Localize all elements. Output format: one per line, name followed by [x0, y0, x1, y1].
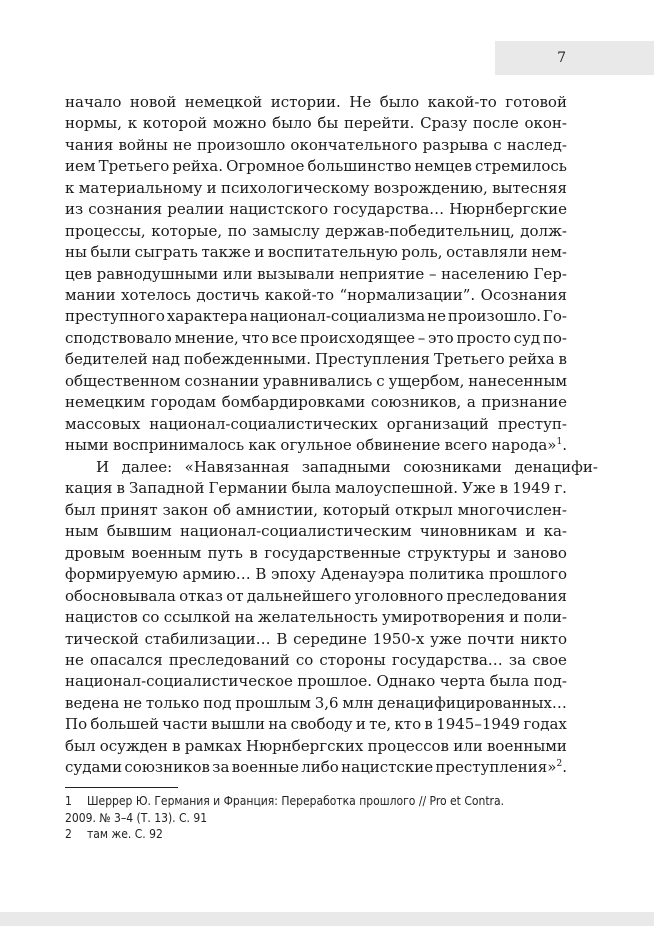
word: роль,	[401, 243, 443, 262]
word: замыслу	[252, 221, 320, 240]
word: и	[509, 608, 520, 627]
text-line	[65, 500, 567, 521]
text-line	[65, 199, 567, 220]
word: с	[376, 371, 385, 390]
word: обосновывала	[65, 586, 176, 605]
word: преследований	[168, 650, 290, 669]
word: преступ-	[497, 414, 567, 433]
word: уравнивались	[263, 371, 373, 390]
word: цев	[65, 264, 92, 283]
word: стремилось	[474, 157, 567, 176]
word: ведена	[65, 693, 120, 712]
word: за	[212, 758, 230, 777]
word: характера	[166, 307, 248, 326]
footnotes	[65, 793, 585, 843]
text-line	[65, 92, 567, 113]
word: была	[291, 479, 331, 498]
word: от	[226, 586, 244, 605]
word: армию…	[182, 565, 251, 584]
word: и	[355, 715, 366, 734]
word: перейти.	[344, 114, 415, 133]
word: ссылкой	[163, 608, 231, 627]
word: Нюрнбергских	[246, 736, 364, 755]
word: желательность	[257, 608, 378, 627]
word: которые,	[151, 221, 223, 240]
word: структуры	[407, 543, 491, 562]
footnote-text-line: 2009. № 3–4 (Т. 13). С. 91	[65, 810, 208, 825]
text-line	[65, 414, 567, 435]
word: долж-	[520, 221, 567, 240]
word: млн	[342, 693, 374, 712]
text-line	[65, 757, 567, 778]
word: в	[558, 350, 567, 369]
word: равнодушными	[96, 264, 219, 283]
text-line	[65, 371, 567, 392]
word: готовой	[505, 93, 567, 111]
word: или	[453, 736, 483, 755]
text-line	[65, 285, 567, 306]
word: немецким	[65, 393, 146, 412]
word: тической	[65, 629, 139, 648]
word: “нормализации”.	[339, 285, 476, 304]
word: 3,6	[314, 693, 339, 712]
text-line	[65, 113, 567, 134]
word: В	[255, 565, 267, 584]
word: большей	[90, 715, 159, 734]
word: был	[65, 500, 96, 519]
word: По	[65, 715, 88, 734]
word: политика	[409, 565, 485, 584]
word: судами	[65, 758, 123, 777]
word: сознании	[184, 371, 260, 390]
word: мнение,	[174, 328, 239, 347]
word: кация	[65, 479, 113, 498]
word: путь	[207, 543, 243, 562]
text-line	[65, 478, 567, 499]
word: поли-	[523, 608, 567, 627]
word: вызывали	[257, 264, 335, 283]
word: материальному	[78, 178, 203, 197]
word: были	[90, 243, 132, 262]
word: не	[172, 135, 192, 154]
word: окон-	[524, 114, 567, 133]
word: опасался	[89, 650, 163, 669]
word: государства…	[333, 200, 445, 219]
word: прошлое.	[297, 672, 373, 691]
word: военными	[486, 736, 567, 755]
word: признание	[481, 393, 567, 412]
word: почти	[467, 629, 515, 648]
text-line	[65, 242, 567, 263]
word: рейха.	[172, 157, 224, 176]
word: всего	[444, 436, 488, 454]
word: наслед-	[506, 135, 567, 154]
word: войны	[118, 135, 168, 154]
word: прошлым	[235, 693, 311, 712]
word: бомбардировками	[221, 393, 366, 412]
word: был	[65, 736, 96, 755]
word: нанесенным	[468, 371, 567, 390]
word: не	[427, 307, 447, 326]
word: вытесняя	[492, 178, 567, 197]
word: вышли	[211, 715, 266, 734]
word: И	[96, 458, 110, 476]
footnote-ref: 1	[556, 437, 563, 447]
word: которой	[142, 114, 208, 133]
word: Уже	[462, 479, 496, 498]
word: воспитательную	[267, 243, 398, 262]
word: ны	[65, 243, 87, 262]
word: дальнейшего	[246, 586, 352, 605]
body-paragraph-2	[65, 457, 598, 779]
word: к	[65, 178, 75, 197]
word: не	[65, 650, 84, 669]
word: В	[276, 629, 288, 648]
footnote-number: 1	[65, 794, 72, 808]
word: –	[417, 328, 426, 347]
word: произошло.	[447, 307, 542, 326]
word: с	[493, 135, 502, 154]
word: Однако	[376, 672, 436, 691]
word: к	[127, 114, 138, 133]
word: далее:	[121, 458, 173, 476]
word: можно	[212, 114, 267, 133]
word: огульное	[280, 436, 352, 454]
word: воспринималось	[112, 436, 245, 454]
word: или	[222, 264, 253, 283]
word: было	[379, 93, 420, 111]
word: либо	[301, 758, 339, 777]
word: на	[234, 608, 254, 627]
word: западными	[301, 458, 391, 476]
word: свое	[532, 650, 567, 669]
word: рамках	[184, 736, 242, 755]
word: кто	[394, 715, 422, 734]
word: что	[241, 328, 269, 347]
word: военным	[131, 543, 202, 562]
word: истории.	[270, 93, 341, 111]
word: Го-	[542, 307, 567, 326]
word: середине	[293, 629, 367, 648]
word: преследования	[446, 586, 567, 605]
word: какой-то	[427, 93, 497, 111]
text-line	[65, 564, 567, 585]
text-line	[65, 586, 567, 607]
footnote-1	[65, 793, 585, 826]
word: оставляли	[446, 243, 528, 262]
word: государства…	[391, 650, 503, 669]
word: нормы,	[65, 114, 123, 133]
word: –	[428, 264, 437, 283]
text-line	[65, 135, 567, 156]
word: разрыва	[422, 135, 489, 154]
text-line	[65, 543, 567, 564]
word: достичь	[196, 285, 260, 304]
word: только	[145, 693, 200, 712]
word: свободу	[290, 715, 353, 734]
word: сыграть	[134, 243, 198, 262]
word: бедителей	[65, 350, 148, 369]
word: за	[508, 650, 527, 669]
word: под	[203, 693, 232, 712]
word: начало	[65, 93, 122, 111]
word: со	[295, 650, 314, 669]
word: государственные	[264, 543, 401, 562]
word: это	[427, 328, 454, 347]
word: бывшим	[106, 522, 172, 541]
word: было	[272, 114, 312, 133]
word: отказ	[179, 586, 223, 605]
word: ущербом,	[388, 371, 465, 390]
word: уголовного	[354, 586, 444, 605]
word: чания	[65, 135, 114, 154]
word: массовых	[65, 414, 141, 433]
word: обвинение	[356, 436, 441, 454]
word: и	[496, 543, 507, 562]
word: дровым	[65, 543, 125, 562]
text-line	[65, 306, 567, 327]
word: населению	[441, 264, 529, 283]
text-line	[65, 156, 567, 177]
word: по-	[542, 328, 567, 347]
word: со	[142, 608, 160, 627]
footnote-ref: 2	[556, 759, 563, 770]
word: рейха	[508, 350, 555, 369]
word: закон	[162, 500, 209, 519]
text-line	[65, 714, 567, 735]
word: в	[424, 715, 433, 734]
word: в	[172, 736, 181, 755]
bottom-band	[0, 912, 654, 926]
text-line	[65, 457, 598, 478]
word: организаций	[386, 414, 489, 433]
word: Западной	[128, 479, 205, 498]
word: нацистские	[341, 758, 434, 777]
word: черта	[439, 672, 486, 691]
word: многочислен-	[457, 500, 567, 519]
footnote-text-line: Шеррер Ю. Германия и Франция: Переработка прошлого // Pro et Contra.	[87, 794, 505, 808]
word: денацифицированных…	[377, 693, 567, 712]
word: ием	[65, 157, 96, 176]
word: какой-то	[264, 285, 335, 304]
word: чиновникам	[419, 522, 518, 541]
word: происходящее	[300, 328, 415, 347]
word: просто	[456, 328, 511, 347]
word: прошлого	[488, 565, 567, 584]
word: новой	[129, 93, 177, 111]
word: малоуспешной.	[335, 479, 459, 498]
word: немецкой	[184, 93, 263, 111]
word: и	[525, 522, 536, 541]
word: общественном	[65, 371, 181, 390]
word: 1945–1949	[436, 715, 521, 734]
word: нацистского	[229, 200, 329, 219]
word: в	[116, 479, 125, 498]
word: по	[227, 221, 247, 240]
word: большинство	[307, 157, 412, 176]
word: Нюрнбергские	[449, 200, 567, 219]
footnote-text-line: там же. С. 92	[87, 827, 163, 841]
word: процессов	[367, 736, 449, 755]
word: военные	[231, 758, 299, 777]
word: над	[151, 350, 180, 369]
word: формируемую	[65, 565, 178, 584]
word: амнистии,	[235, 500, 318, 519]
text-line	[65, 629, 567, 650]
end-punct: .	[562, 758, 567, 777]
footnote-separator	[65, 787, 178, 788]
word: Сразу	[420, 114, 468, 133]
word: бы	[317, 114, 339, 133]
word: процессы,	[65, 221, 146, 240]
text-line	[65, 607, 567, 628]
word: Преступления	[315, 350, 430, 369]
word: немцев	[414, 157, 472, 176]
word: суд	[513, 328, 541, 347]
text-line	[65, 328, 567, 349]
word: принят	[100, 500, 158, 519]
word: г.	[554, 479, 567, 498]
word: Не	[349, 93, 372, 111]
word: стабилизации…	[144, 629, 271, 648]
word: психологическому	[220, 178, 370, 197]
text-line	[65, 264, 567, 285]
word: после	[472, 114, 519, 133]
word: преступного	[65, 307, 165, 326]
word: хотелось	[121, 285, 191, 304]
word: нем-	[531, 243, 567, 262]
word: Осознания	[480, 285, 567, 304]
word: в	[499, 479, 509, 498]
word: никто	[520, 629, 567, 648]
word: нацистов	[65, 608, 138, 627]
text-line	[65, 671, 567, 692]
word: эпоху	[271, 565, 316, 584]
word: сознания	[88, 200, 163, 219]
word: уже	[430, 629, 462, 648]
word: Аденауэра	[320, 565, 405, 584]
word: сподствовало	[65, 328, 172, 347]
word: Огромное	[226, 157, 305, 176]
end-punct: .	[562, 436, 567, 454]
word: окончательного	[290, 135, 418, 154]
text-line	[65, 178, 567, 199]
word: умиротворения	[382, 608, 505, 627]
word: была	[489, 672, 530, 691]
word: союзников,	[370, 393, 462, 412]
word: ным	[65, 522, 99, 541]
word: как	[248, 436, 277, 454]
word: 1949	[512, 479, 551, 498]
word: который	[322, 500, 391, 519]
word: под-	[533, 672, 567, 691]
word: годах	[523, 715, 567, 734]
text-line	[65, 693, 567, 714]
text-line	[65, 435, 567, 456]
word: союзниками	[403, 458, 502, 476]
text-line	[65, 392, 567, 413]
page-number: 7	[557, 50, 566, 66]
word: возрождению,	[373, 178, 488, 197]
word: заново	[513, 543, 567, 562]
text-line	[65, 736, 567, 757]
word: на	[268, 715, 288, 734]
word: Гер-	[533, 264, 567, 283]
word: не	[123, 693, 143, 712]
word: Германии	[208, 479, 288, 498]
word: национал-социалистическое	[65, 672, 293, 691]
word: городам	[150, 393, 217, 412]
word: побежденными.	[183, 350, 312, 369]
word: произошло	[196, 135, 286, 154]
word: союзников	[124, 758, 210, 777]
word: те,	[369, 715, 392, 734]
word: и	[206, 178, 217, 197]
body-paragraph-1	[65, 92, 567, 456]
word: Третьего	[433, 350, 505, 369]
word: реалии	[167, 200, 225, 219]
word: «Навязанная	[184, 458, 290, 476]
word: национал-социалистическим	[180, 522, 412, 541]
word: мании	[65, 285, 116, 304]
word: национал-социалистических	[149, 414, 378, 433]
page-number-tab	[495, 41, 654, 75]
word: стороны	[319, 650, 386, 669]
word: неприятие	[339, 264, 425, 283]
word: из	[65, 200, 84, 219]
word: осужден	[99, 736, 168, 755]
word: а	[466, 393, 476, 412]
footnote-2	[65, 826, 585, 843]
footnote-number: 2	[65, 827, 72, 841]
word: народа»$^1$.	[491, 436, 567, 454]
word: денацифи-	[514, 458, 598, 476]
word: ными	[65, 436, 109, 454]
word: национал-социализма	[249, 307, 426, 326]
text-line	[65, 521, 567, 542]
word: части	[162, 715, 208, 734]
text-line	[65, 650, 567, 671]
word: открыл	[394, 500, 453, 519]
word: об	[212, 500, 232, 519]
word: Третьего	[98, 157, 170, 176]
word: все	[271, 328, 298, 347]
text-line	[65, 349, 567, 370]
word: держав-победительниц,	[325, 221, 515, 240]
word: ка-	[543, 522, 567, 541]
word: и	[254, 243, 265, 262]
word: в	[249, 543, 258, 562]
text-line	[65, 221, 567, 242]
word: 1950-х	[372, 629, 425, 648]
word: также	[201, 243, 251, 262]
word: преступления»$^2$.	[435, 758, 567, 777]
